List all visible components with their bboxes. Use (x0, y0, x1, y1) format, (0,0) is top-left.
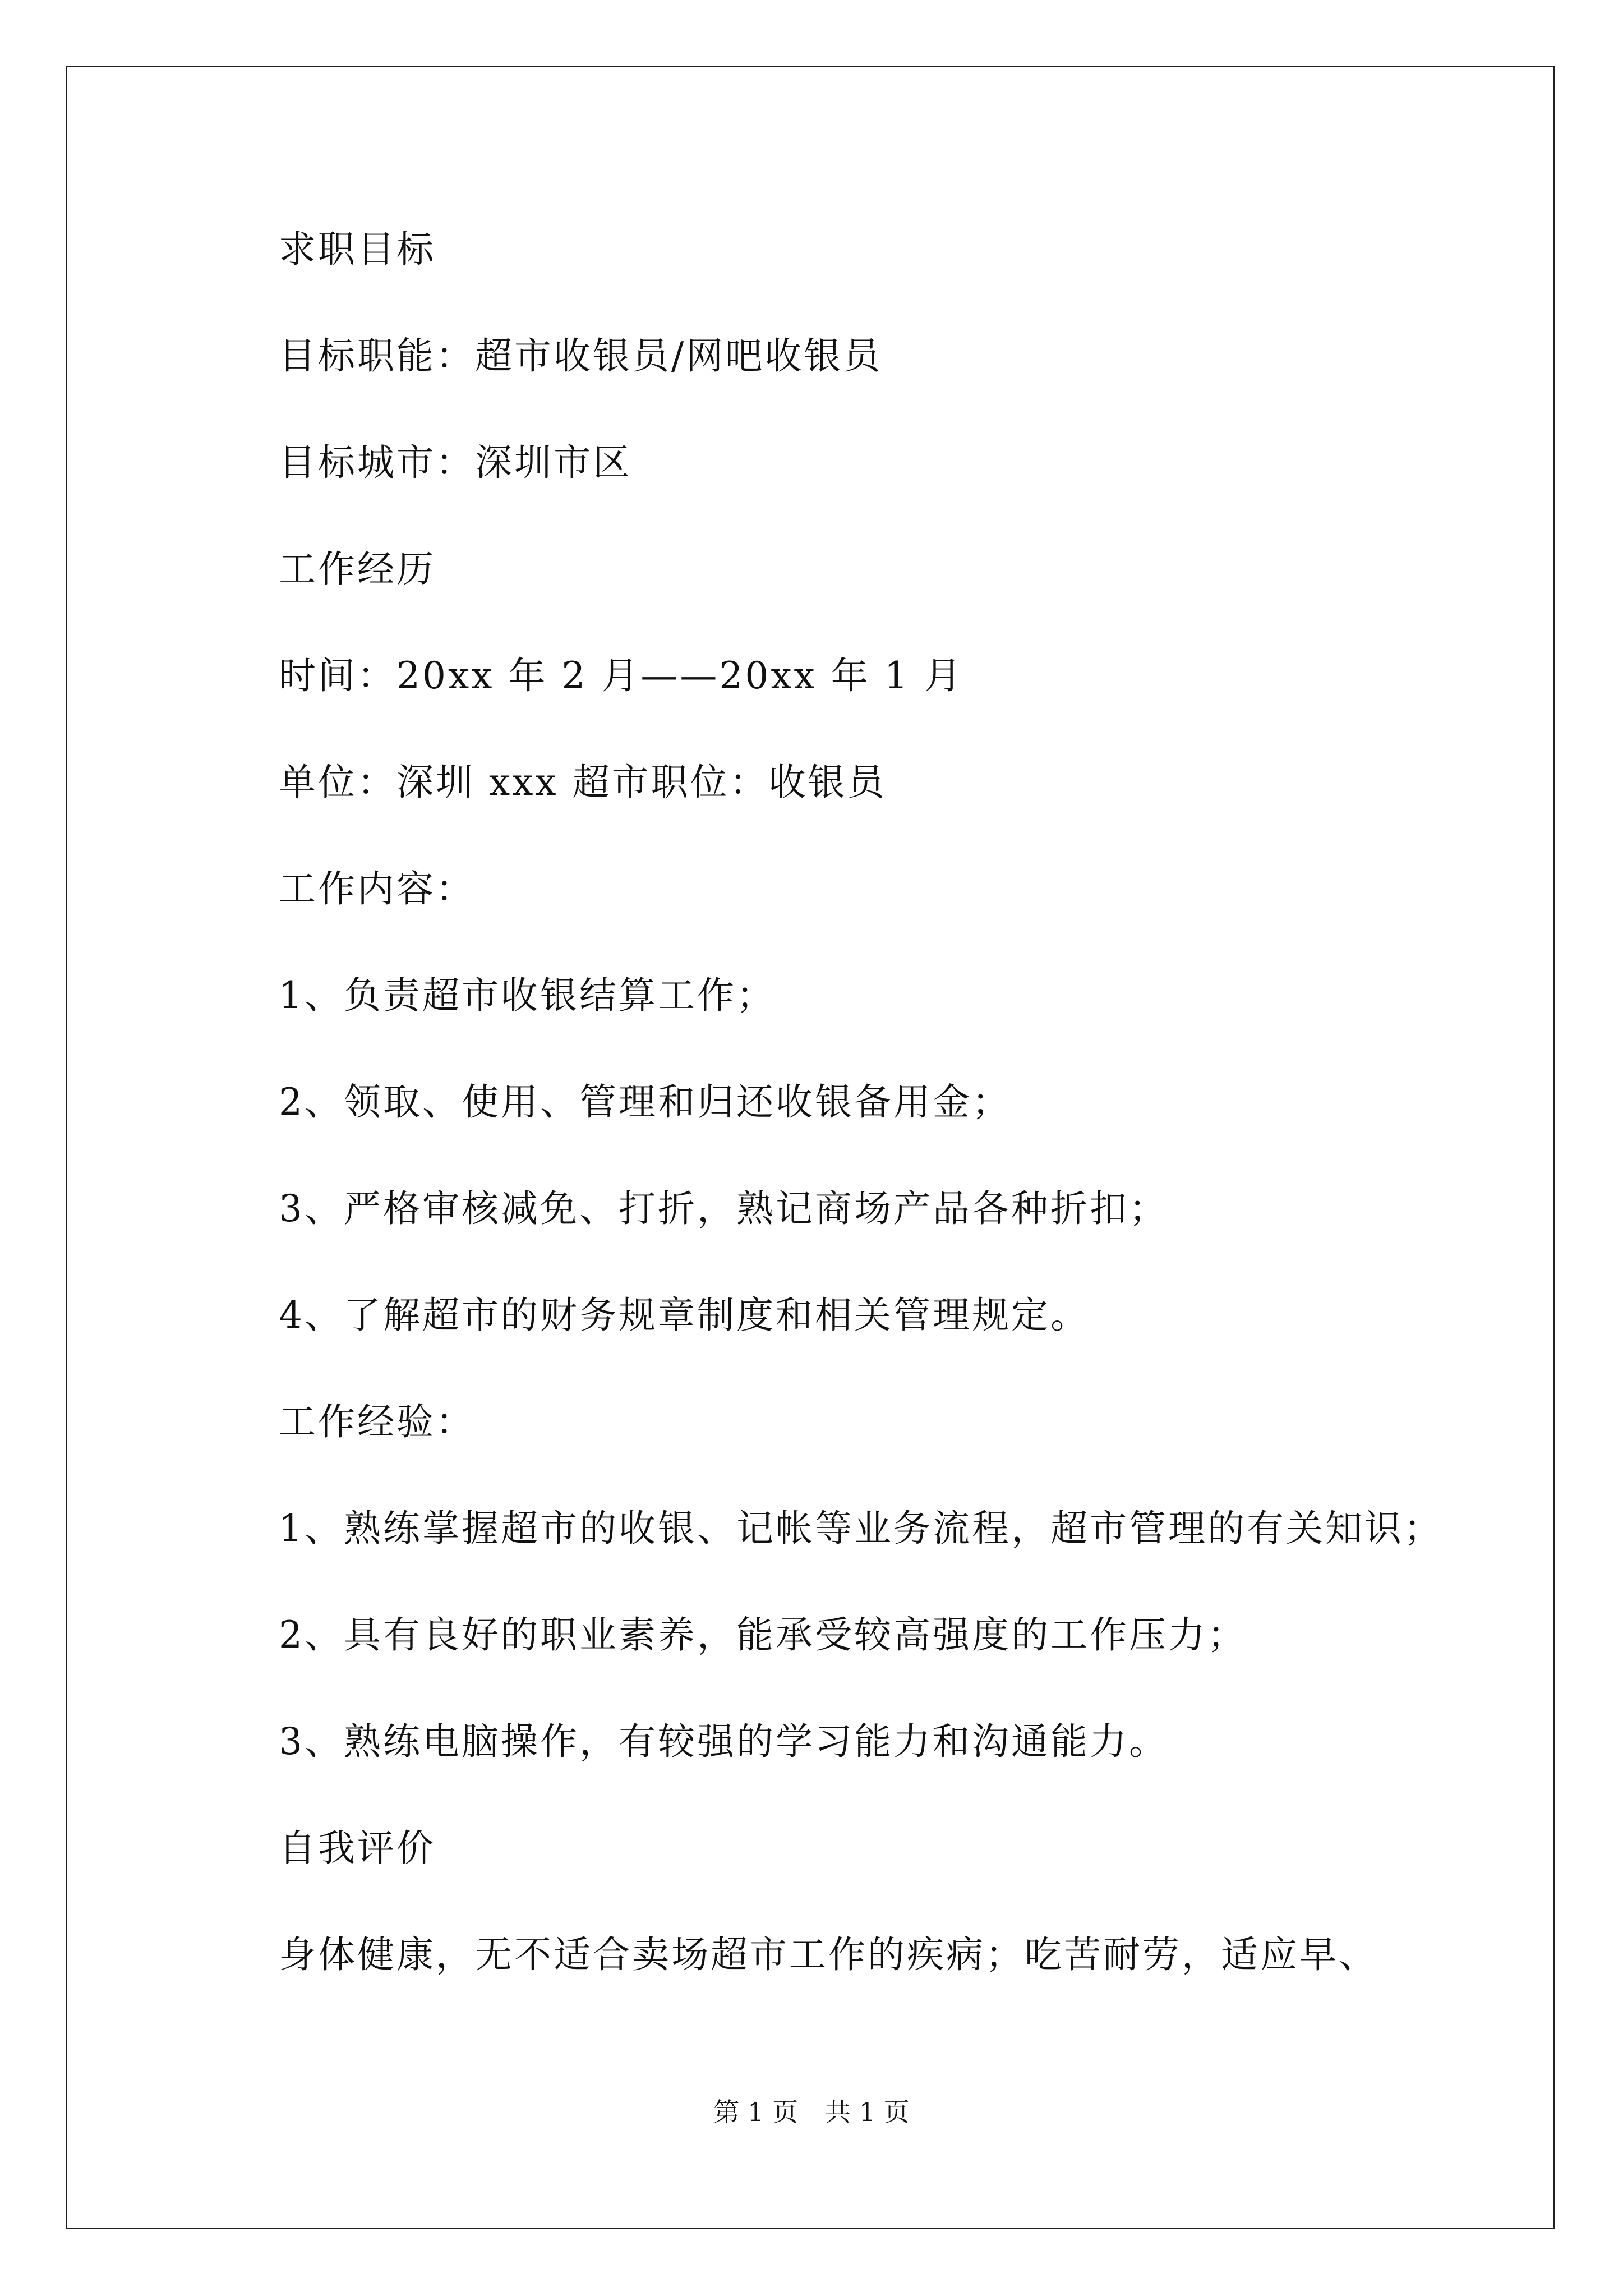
page-number-total: 共 1 页 (825, 2097, 910, 2127)
work-content-heading: 工作内容： (279, 867, 475, 910)
page-number-current: 第 1 页 (713, 2097, 798, 2127)
work-content-item-3: 3、严格审核减免、打折，熟记商场产品各种折扣； (279, 1187, 1168, 1230)
section-heading-job-objective: 求职目标 (279, 228, 436, 271)
employer-line: 单位：深圳 xxx 超市职位：收银员 (279, 761, 887, 804)
work-period-line: 时间：20xx 年 2 月——20xx 年 1 月 (279, 654, 963, 697)
work-experience-item-1: 1、熟练掌握超市的收银、记帐等业务流程，超市管理的有关知识； (279, 1507, 1443, 1550)
self-evaluation-text: 身体健康，无不适合卖场超市工作的疾病；吃苦耐劳，适应早、 (279, 1933, 1378, 1976)
page-footer (0, 2095, 1623, 2129)
page-border (66, 66, 1555, 2229)
target-city-line: 目标城市：深圳市区 (279, 441, 632, 484)
target-function-line: 目标职能：超市收银员/网吧收银员 (279, 334, 883, 378)
work-content-item-1: 1、负责超市收银结算工作； (279, 974, 776, 1017)
section-heading-work-history: 工作经历 (279, 547, 436, 591)
work-content-item-4: 4、了解超市的财务规章制度和相关管理规定。 (279, 1294, 1090, 1337)
work-experience-heading: 工作经验： (279, 1400, 475, 1443)
work-experience-item-2: 2、具有良好的职业素养，能承受较高强度的工作压力； (279, 1613, 1247, 1657)
work-experience-item-3: 3、熟练电脑操作，有较强的学习能力和沟通能力。 (279, 1720, 1168, 1763)
section-heading-self-evaluation: 自我评价 (279, 1826, 436, 1870)
work-content-item-2: 2、领取、使用、管理和归还收银备用金； (279, 1080, 1011, 1124)
